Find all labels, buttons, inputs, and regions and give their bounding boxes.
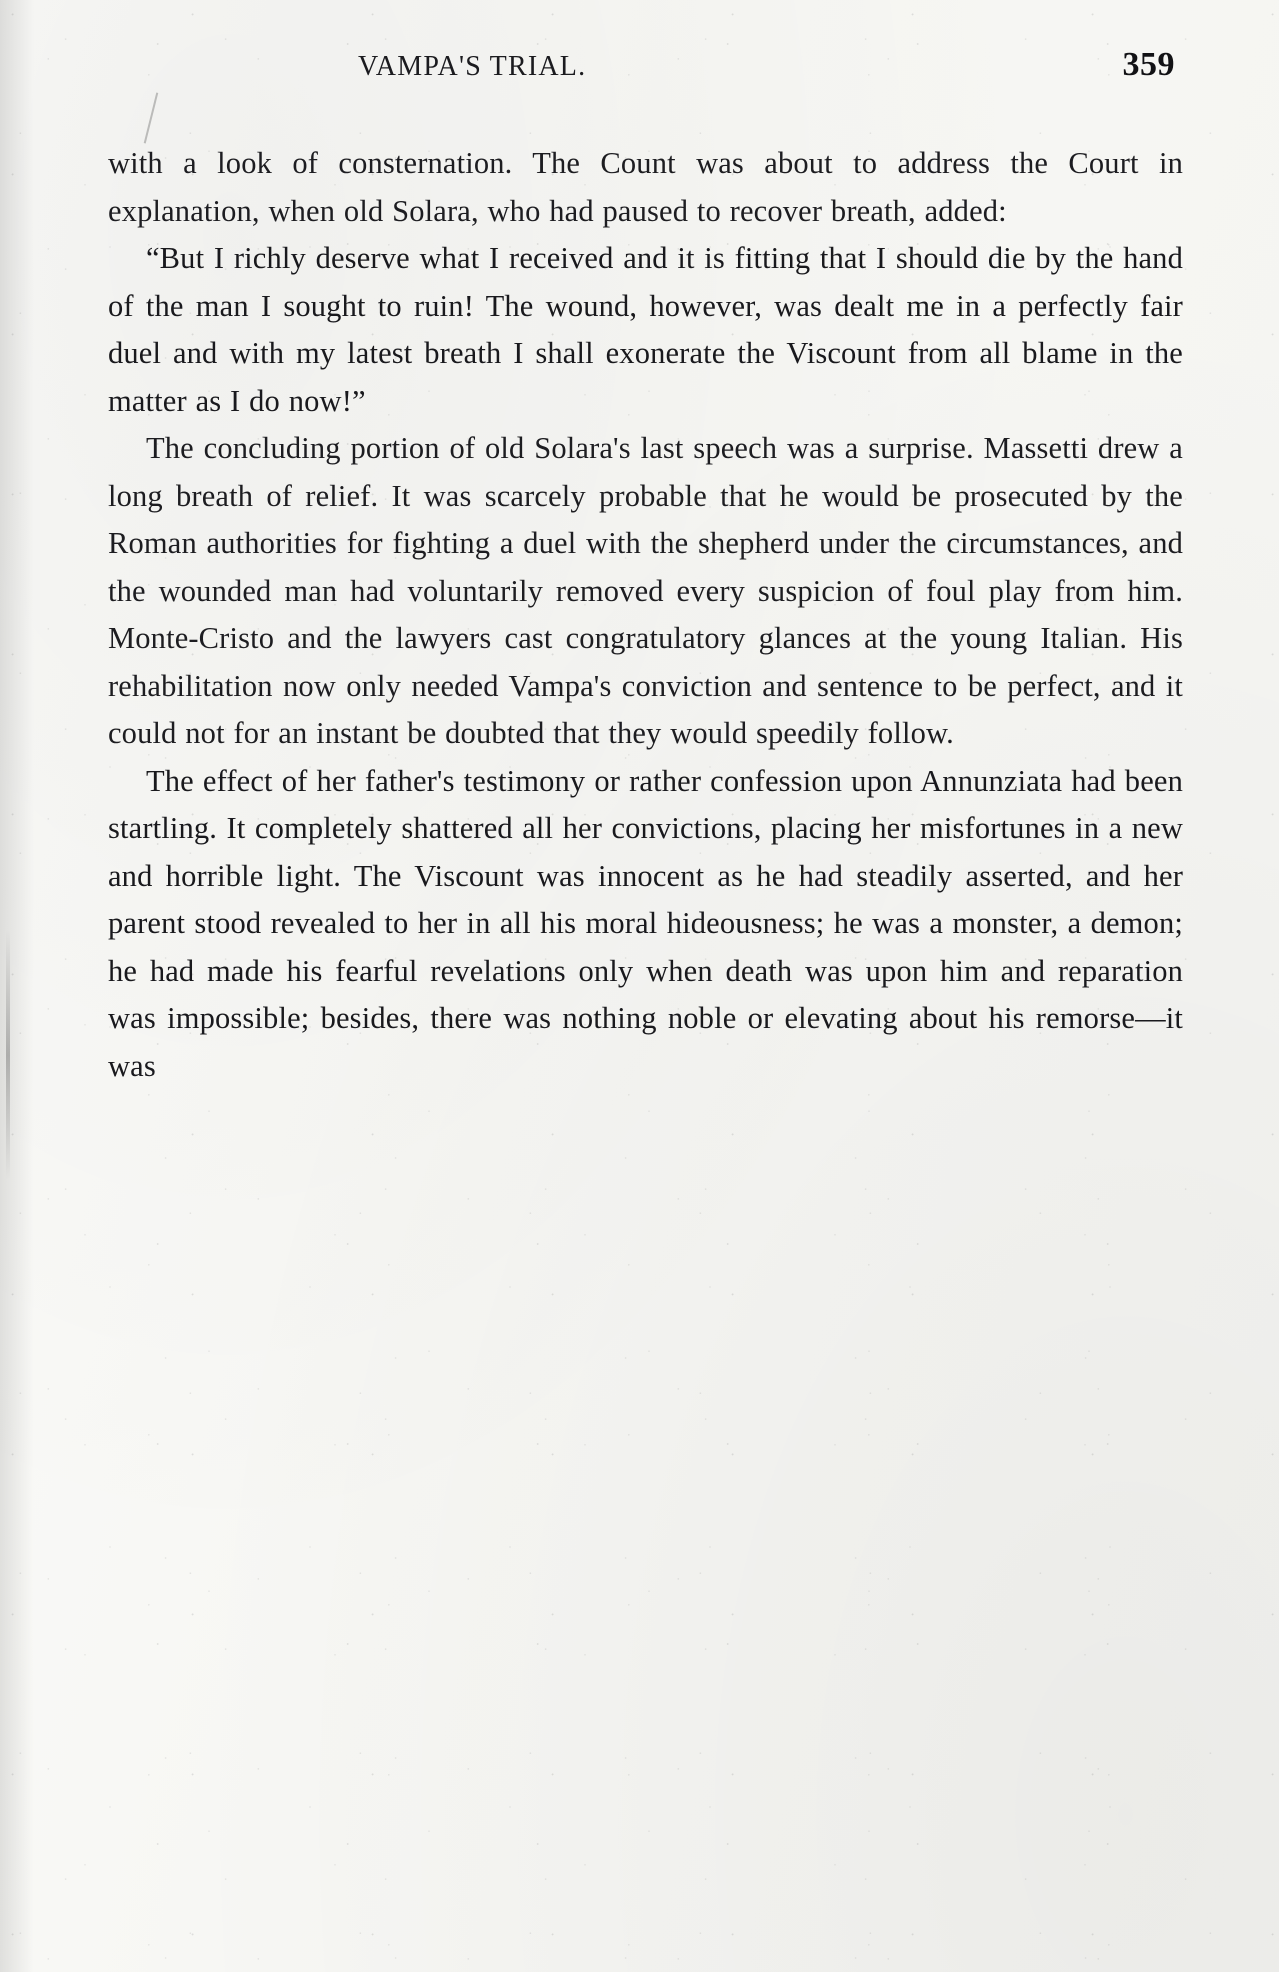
page-number: 359 — [1122, 46, 1175, 83]
running-head-title: VAMPA'S TRIAL. — [358, 51, 587, 82]
gutter-shadow — [0, 0, 34, 1972]
body-text — [108, 140, 1183, 1090]
paragraph: “But I richly deserve what I received and it is fitting that I should die by the hand of the man I sought to ruin! The wound, however, was dealt me in a perfectly fair duel and with my latest breath I shall exonerate the Viscount from all blame in the matter as I do now!” — [108, 241, 1183, 418]
page-content — [108, 46, 1183, 1090]
paragraph: The concluding portion of old Solara's last speech was a surprise. Massetti drew a long breath of relief. It was scarcely probable that he would be prosecuted by the Roman authorities for fighting a duel with the shepherd under the circumstances, and the wounded man had voluntarily removed every suspicion of foul play from him. Monte-Cristo and the lawyers cast congratulatory glances at the young Italian. His rehabilitation now only needed Vampa's conviction and sentence to be perfect, and it could not for an instant be doubted that they would speedily follow. — [108, 431, 1183, 750]
paragraph: with a look of consternation. The Count was about to address the Court in explanation, when old Solara, who had paused to recover breath, added: — [108, 146, 1183, 228]
page-edge-mark — [6, 930, 10, 1180]
running-head — [108, 46, 1183, 84]
paragraph: The effect of her father's testimony or rather confession upon Annunziata had been startling. It completely shattered all her convictions, placing her misfortunes in a new and horrible light. The Viscount was innocent as he had steadily asserted, and her parent stood revealed to her in all his moral hideousness; he was a monster, a demon; he had made his fearful revelations only when death was upon him and reparation was impossible; besides, there was nothing noble or elevating about his remorse—it was — [108, 763, 1183, 1083]
